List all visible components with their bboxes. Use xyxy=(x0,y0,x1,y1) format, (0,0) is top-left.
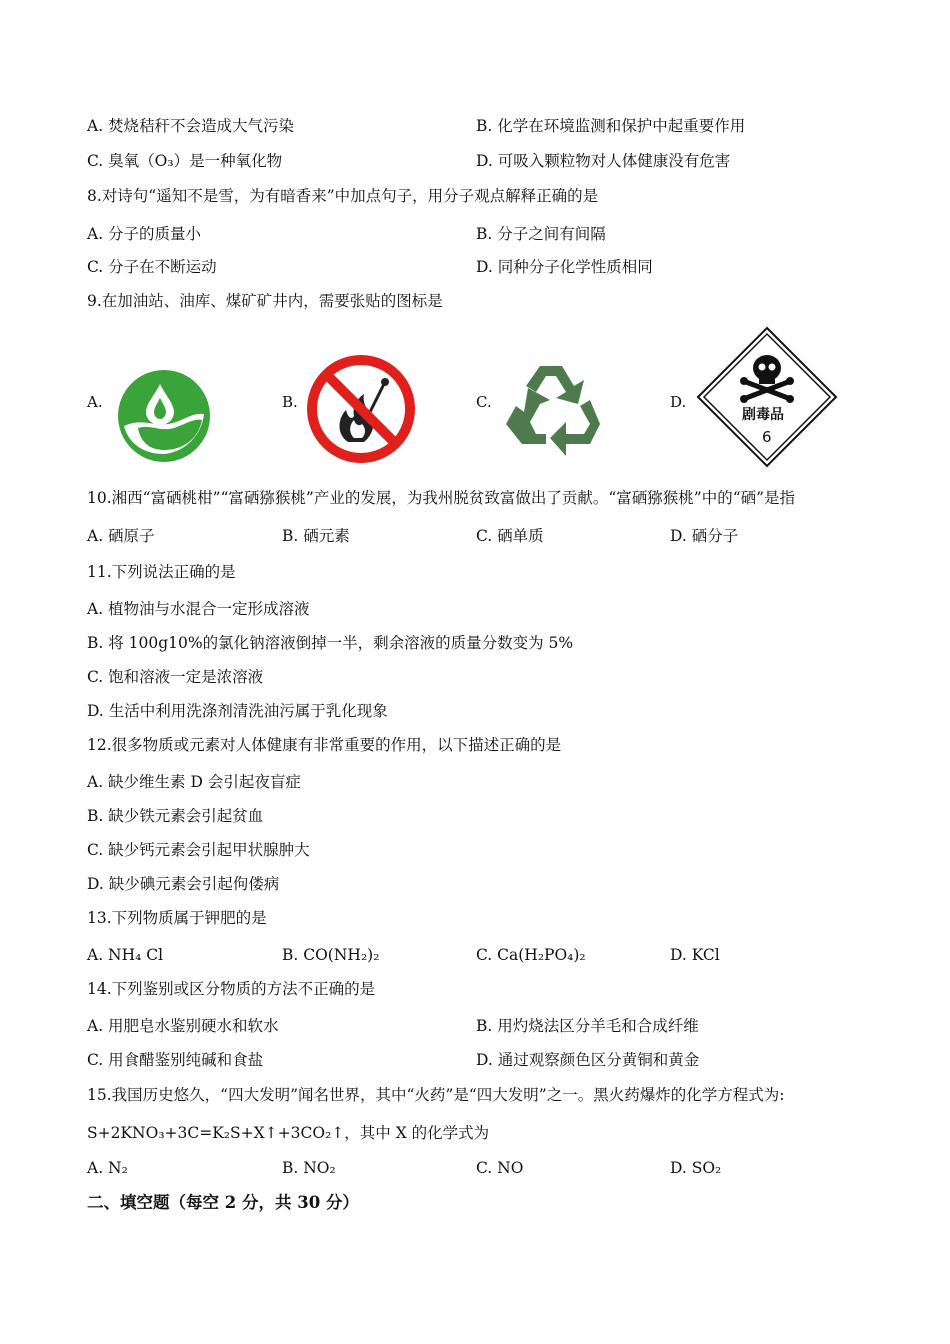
q15-option-c: C. NO xyxy=(476,1159,524,1177)
q15-stem: 15.我国历史悠久，“四大发明”闻名世界，其中“火药”是“四大发明”之一。黑火药爆炸的化学方程式为: xyxy=(87,1086,785,1104)
q8-option-c: C. 分子在不断运动 xyxy=(87,258,217,276)
q10-option-d: D. 硒分子 xyxy=(670,527,739,545)
q9-label-a: A. xyxy=(87,393,103,411)
q10-option-b: B. 硒元素 xyxy=(282,527,350,545)
q11-option-a: A. 植物油与水混合一定形成溶液 xyxy=(87,600,310,618)
q12-option-b: B. 缺少铁元素会引起贫血 xyxy=(87,807,264,825)
section-title: 二、填空题（每空 2 分，共 30 分） xyxy=(87,1193,359,1212)
q11-option-b: B. 将 100g10%的氯化钠溶液倒掉一半，剩余溶液的质量分数变为 5% xyxy=(87,634,574,652)
q9-stem: 9.在加油站、油库、煤矿矿井内，需要张贴的图标是 xyxy=(87,292,443,310)
toxic-icon xyxy=(696,326,838,472)
q7-option-a: A. 焚烧秸秆不会造成大气污染 xyxy=(87,117,295,135)
recycle-icon xyxy=(500,360,606,468)
q12-option-d: D. 缺少碘元素会引起佝偻病 xyxy=(87,875,280,893)
q13-option-a: A. NH₄ Cl xyxy=(87,946,164,964)
q8-option-d: D. 同种分子化学性质相同 xyxy=(476,258,653,276)
q9-label-c: C. xyxy=(476,393,492,411)
q13-option-c: C. Ca(H₂PO₄)₂ xyxy=(476,946,586,964)
q14-option-b: B. 用灼烧法区分羊毛和合成纤维 xyxy=(476,1017,699,1035)
q11-option-d: D. 生活中利用洗涤剂清洗油污属于乳化现象 xyxy=(87,702,388,720)
q15-equation: S+2KNO₃+3C=K₂S+X↑+3CO₂↑，其中 X 的化学式为 xyxy=(87,1124,490,1142)
q15-option-d: D. SO₂ xyxy=(670,1159,722,1177)
q8-stem: 8.对诗句“遥知不是雪，为有暗香来”中加点句子，用分子观点解释正确的是 xyxy=(87,187,599,205)
q10-option-c: C. 硒单质 xyxy=(476,527,544,545)
q14-stem: 14.下列鉴别或区分物质的方法不正确的是 xyxy=(87,980,376,998)
q15-option-a: A. N₂ xyxy=(87,1159,128,1177)
q9-label-d: D. xyxy=(670,393,687,411)
q8-option-a: A. 分子的质量小 xyxy=(87,225,202,243)
q15-option-b: B. NO₂ xyxy=(282,1159,336,1177)
q11-stem: 11.下列说法正确的是 xyxy=(87,563,236,581)
q10-option-a: A. 硒原子 xyxy=(87,527,155,545)
q12-option-c: C. 缺少钙元素会引起甲状腺肿大 xyxy=(87,841,310,859)
q13-option-b: B. CO(NH₂)₂ xyxy=(282,946,380,964)
no-fire-icon xyxy=(306,354,416,468)
q7-option-d: D. 可吸入颗粒物对人体健康没有危害 xyxy=(476,152,731,170)
q9-label-b: B. xyxy=(282,393,298,411)
q7-option-b: B. 化学在环境监测和保护中起重要作用 xyxy=(476,117,746,135)
q8-option-b: B. 分子之间有间隔 xyxy=(476,225,606,243)
toxic-label: 剧毒品 xyxy=(742,407,784,423)
q14-option-d: D. 通过观察颜色区分黄铜和黄金 xyxy=(476,1051,700,1069)
q14-option-c: C. 用食醋鉴别纯碱和食盐 xyxy=(87,1051,264,1069)
q13-option-d: D. KCl xyxy=(670,946,720,964)
q7-option-c: C. 臭氧（O₃）是一种氧化物 xyxy=(87,152,283,170)
water-saving-icon xyxy=(116,368,212,468)
q11-option-c: C. 饱和溶液一定是浓溶液 xyxy=(87,668,264,686)
q10-stem: 10.湘西“富硒桃柑”“富硒猕猴桃”产业的发展，为我州脱贫致富做出了贡献。“富硒猕猴桃”中的“硒”是指 xyxy=(87,489,796,507)
q12-option-a: A. 缺少维生素 D 会引起夜盲症 xyxy=(87,773,301,791)
q13-stem: 13.下列物质属于钾肥的是 xyxy=(87,909,267,927)
q14-option-a: A. 用肥皂水鉴别硬水和软水 xyxy=(87,1017,279,1035)
q12-stem: 12.很多物质或元素对人体健康有非常重要的作用，以下描述正确的是 xyxy=(87,736,562,754)
toxic-class-number: 6 xyxy=(762,428,772,446)
